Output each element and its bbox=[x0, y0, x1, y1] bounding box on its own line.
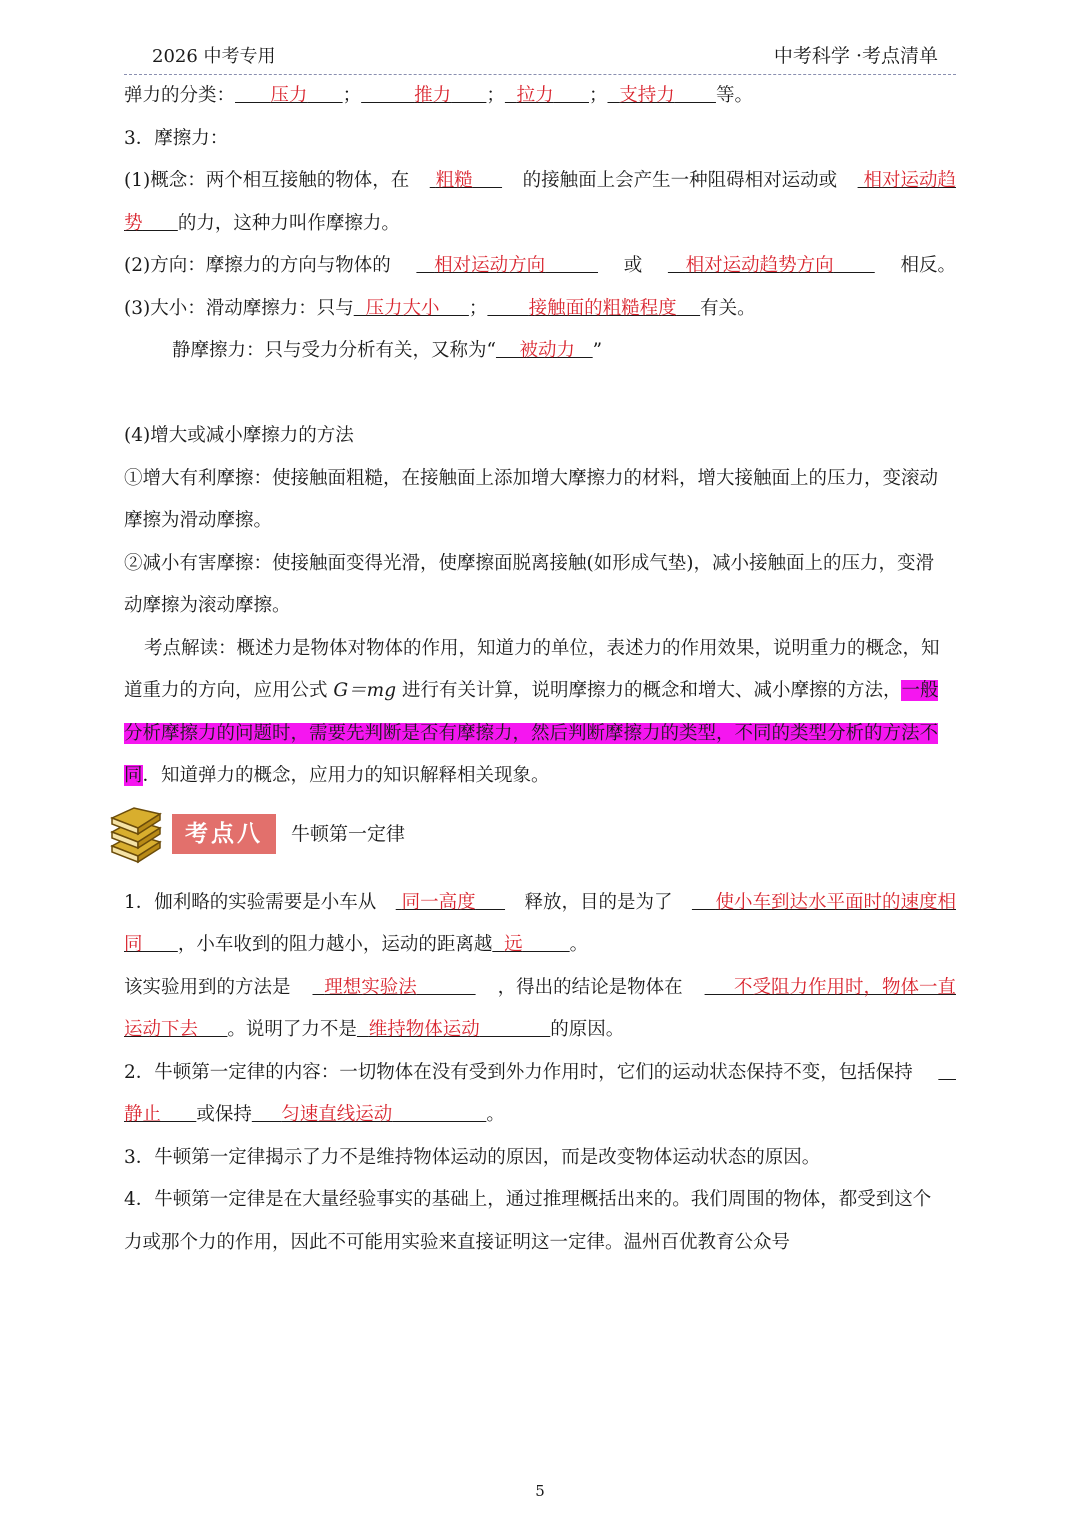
increase-friction-line-1: ①增大有利摩擦：使接触面粗糙，在接触面上添加增大摩擦力的材料，增大接触面上的压力，变滚动 bbox=[124, 467, 939, 489]
answer-same-speed: 使小车到达水平面时的速度相 bbox=[715, 891, 956, 913]
friction-title: 3．摩擦力： bbox=[124, 127, 229, 149]
highlight-text-3: 同 bbox=[124, 765, 143, 786]
section-eight-heading bbox=[124, 798, 956, 882]
answer-no-resistance: 不受阻力作用时，物体一直 bbox=[733, 976, 956, 998]
answer-uniform-linear-motion: 匀速直线运动 bbox=[281, 1104, 393, 1125]
friction-direction-line: (2)方向：摩擦力的方向与物体的 相对运动方向 或 相对运动趋势方向 相反。 bbox=[124, 255, 956, 276]
newton-q1-line-1: 1．伽利略的实验需要是小车从 同一高度 释放，目的是为了 使小车到达水平面时的速度相 bbox=[124, 891, 956, 913]
answer-pull-force: 拉力 bbox=[516, 85, 554, 106]
page-header bbox=[124, 36, 956, 75]
answer-support-force: 支持力 bbox=[619, 85, 675, 106]
answer-pressure-force: 压力 bbox=[270, 85, 308, 106]
newton-q1-line-2: 同 ，小车收到的阻力越小，运动的距离越 远 。 bbox=[124, 934, 589, 955]
answer-relative-motion-tendency-direction: 相对运动趋势方向 bbox=[685, 255, 834, 276]
elastic-classification-line: 弹力的分类： 压力 ； 推力 ； 拉力 ； 支持力 等。 bbox=[124, 85, 753, 106]
book-stack-icon bbox=[104, 806, 166, 864]
highlight-text-1: 一般 bbox=[901, 680, 939, 701]
answer-rest: 静止 bbox=[124, 1104, 162, 1125]
answer-push-force: 推力 bbox=[414, 85, 452, 106]
answer-ideal-experiment: 理想实验法 bbox=[324, 976, 417, 998]
section-title: 牛顿第一定律 bbox=[291, 822, 406, 845]
page-number: 5 bbox=[535, 1482, 545, 1500]
header-left-text: 2026 中考专用 bbox=[152, 46, 276, 67]
newton-q2-line-1: 2．牛顿第一定律的内容：一切物体在没有受到外力作用时，它们的运动状态保持不变，包括保持 bbox=[124, 1061, 913, 1083]
newton-q3-line: 3．牛顿第一定律揭示了力不是维持物体运动的原因，而是改变物体运动状态的原因。 bbox=[124, 1146, 821, 1168]
answer-maintain-motion: 维持物体运动 bbox=[368, 1019, 480, 1040]
answer-pressure-magnitude: 压力大小 bbox=[365, 297, 440, 319]
interpretation-line-3 bbox=[124, 713, 956, 756]
answer-rough: 粗糙 bbox=[435, 170, 473, 191]
friction-concept-line-1: (1)概念：两个相互接触的物体，在 粗糙 的接触面上会产生一种阻碍相对运动或 相对运动趋 bbox=[124, 170, 956, 191]
interpretation-line-2: 道重力的方向，应用公式 G＝mg 进行有关计算，说明摩擦力的概念和增大、减小摩擦的方法，一般 bbox=[124, 680, 939, 701]
answer-relative-motion-direction: 相对运动方向 bbox=[434, 255, 546, 276]
answer-surface-roughness: 接触面的粗糙程度 bbox=[528, 297, 677, 319]
answer-passive-force: 被动力 bbox=[519, 340, 576, 361]
highlight-text-2: 分析摩擦力的问题时，需要先判断是否有摩擦力，然后判断摩擦力的类型，不同的类型分析的方法不 bbox=[124, 722, 939, 744]
header-right-text: 中考科学 ·考点清单 bbox=[773, 45, 938, 67]
decrease-friction-line-1: ②减小有害摩擦：使接触面变得光滑，使摩擦面脱离接触(如形成气垫)，减小接触面上的压力，变滑 bbox=[124, 552, 934, 574]
newton-q2-line-2: 静止 或保持 匀速直线运动 。 bbox=[124, 1104, 505, 1125]
newton-method-line-1: 该实验用到的方法是 理想实验法 ，得出的结论是物体在 不受阻力作用时，物体一直 bbox=[124, 976, 956, 998]
page-content bbox=[124, 75, 956, 1264]
newton-method-line-2: 运动下去 。说明了力不是 维持物体运动 的原因。 bbox=[124, 1019, 625, 1040]
friction-concept-line-2: 势 的力，这种力叫作摩擦力。 bbox=[124, 212, 400, 234]
elastic-prefix: 弹力的分类： bbox=[124, 85, 236, 106]
friction-methods-title: (4)增大或减小摩擦力的方法 bbox=[124, 425, 354, 446]
static-friction-line: 静摩擦力：只与受力分析有关，又称为“ 被动力 ” bbox=[172, 340, 603, 361]
gravity-formula: G＝mg bbox=[333, 680, 397, 701]
section-badge: 考点八 bbox=[172, 814, 276, 854]
increase-friction-line-2: 摩擦为滑动摩擦。 bbox=[124, 510, 273, 531]
answer-far: 远 bbox=[504, 934, 523, 955]
blank-line bbox=[124, 373, 956, 416]
answer-relative-motion-tendency: 相对运动趋 bbox=[863, 170, 956, 191]
interpretation-line-1: 考点解读：概述力是物体对物体的作用，知道力的单位，表述力的作用效果，说明重力的概念，知 bbox=[144, 637, 940, 659]
friction-size-line: (3)大小：滑动摩擦力：只与 压力大小 ； 接触面的粗糙程度 有关。 bbox=[124, 297, 756, 319]
answer-same-height: 同一高度 bbox=[401, 891, 476, 913]
newton-q4-line-1: 4．牛顿第一定律是在大量经验事实的基础上，通过推理概括出来的。我们周围的物体，都受到这个 bbox=[124, 1189, 932, 1210]
interpretation-line-4: 同．知道弹力的概念，应用力的知识解释相关现象。 bbox=[124, 765, 550, 786]
newton-q4-line-2: 力或那个力的作用，因此不可能用实验来直接证明这一定律。温州百优教育公众号 bbox=[124, 1231, 791, 1253]
decrease-friction-line-2: 动摩擦为滚动摩擦。 bbox=[124, 595, 291, 616]
elastic-suffix: 等。 bbox=[715, 85, 753, 106]
